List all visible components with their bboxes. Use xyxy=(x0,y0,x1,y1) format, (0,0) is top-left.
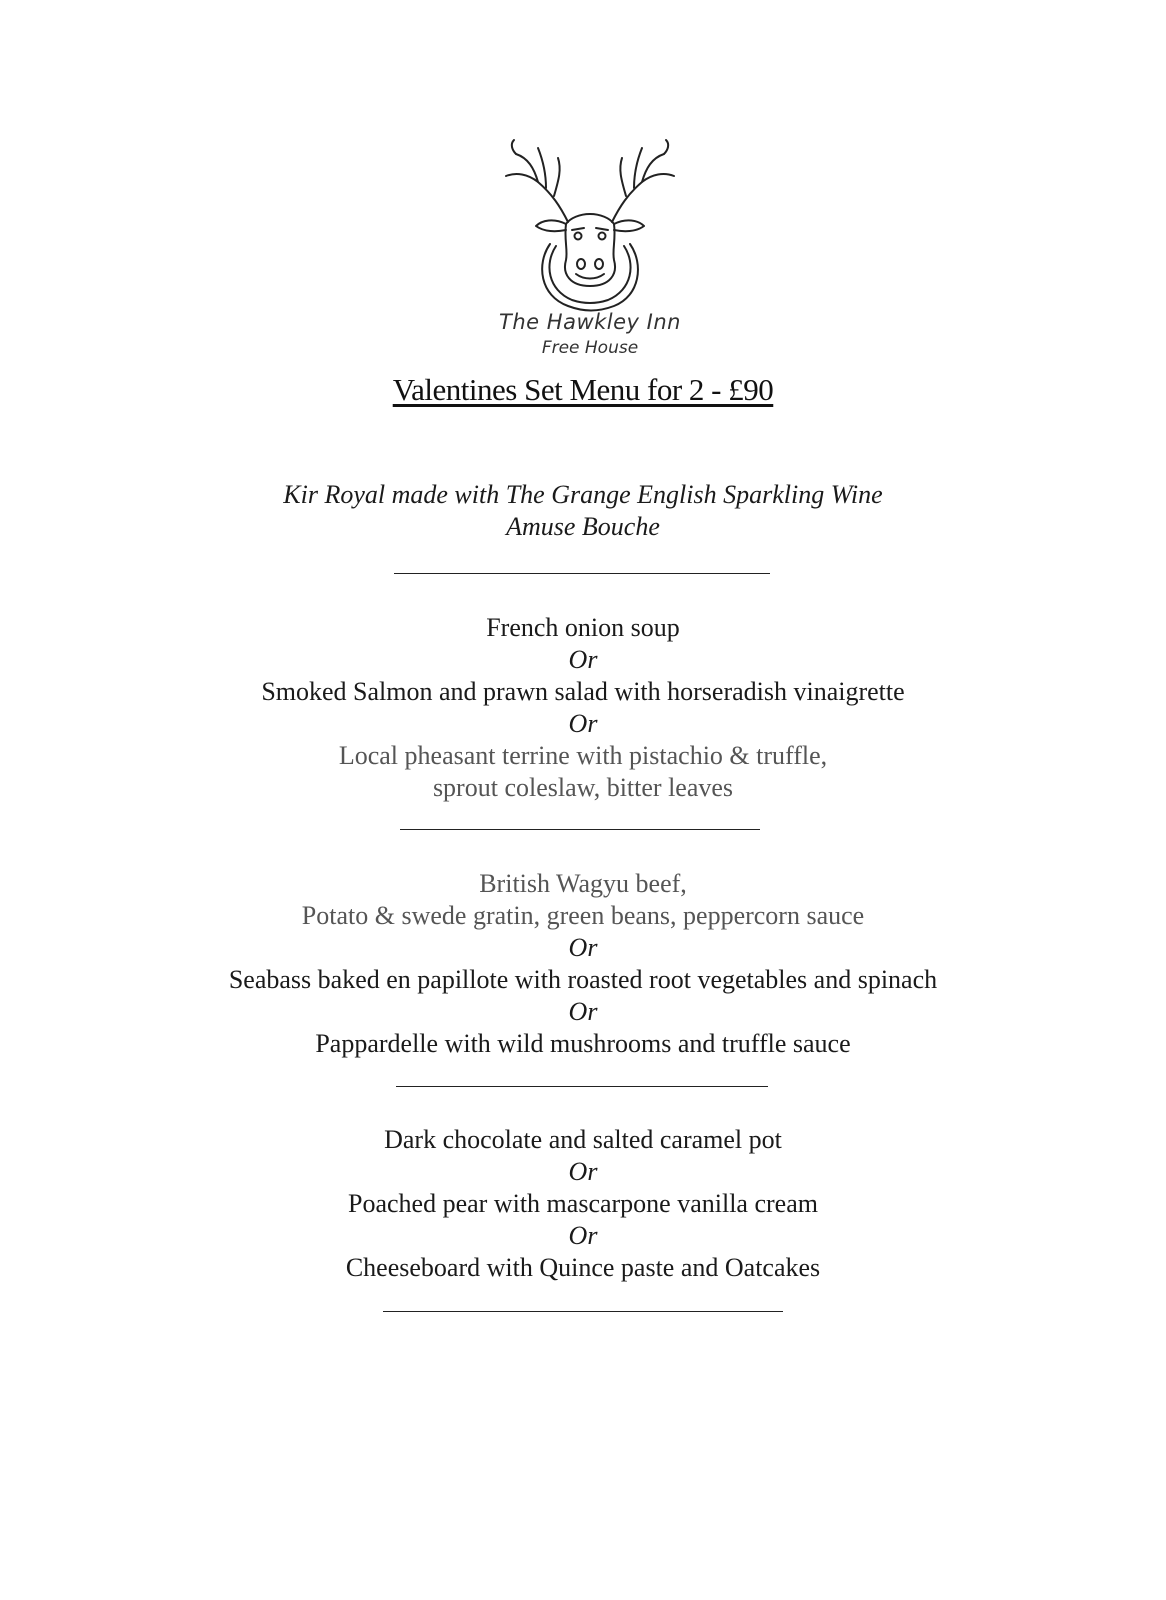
or-separator: Or xyxy=(568,1221,598,1250)
main-option-detail: Potato & swede gratin, green beans, peppercorn sauce xyxy=(301,901,865,930)
logo-subtitle: Free House xyxy=(541,338,639,358)
stag-head-icon xyxy=(480,124,700,314)
dessert-option: Poached pear with mascarpone vanilla cream xyxy=(348,1189,818,1218)
dessert-option: Dark chocolate and salted caramel pot xyxy=(384,1125,782,1154)
or-separator: Or xyxy=(568,1157,598,1186)
starter-option: Smoked Salmon and prawn salad with horseradish vinaigrette xyxy=(261,677,905,706)
or-separator: Or xyxy=(568,709,598,738)
starter-option-detail: sprout coleslaw, bitter leaves xyxy=(432,773,734,802)
aperitif-drink: Kir Royal made with The Grange English Sparkling Wine xyxy=(283,480,883,509)
starter-option: Local pheasant terrine with pistachio & truffle, xyxy=(338,741,828,770)
main-option: Seabass baked en papillote with roasted root vegetables and spinach xyxy=(228,965,938,994)
logo-name: The Hawkley Inn xyxy=(499,310,681,334)
amuse-bouche: Amuse Bouche xyxy=(506,512,660,541)
logo xyxy=(480,124,700,364)
main-option: Pappardelle with wild mushrooms and truffle sauce xyxy=(315,1029,851,1058)
or-separator: Or xyxy=(568,645,598,674)
or-separator: Or xyxy=(568,933,598,962)
divider xyxy=(400,829,760,830)
main-option: British Wagyu beef, xyxy=(479,869,687,898)
divider xyxy=(383,1311,783,1312)
divider xyxy=(396,1086,768,1087)
or-separator: Or xyxy=(568,997,598,1026)
divider xyxy=(394,573,770,574)
menu-title: Valentines Set Menu for 2 - £90 xyxy=(392,372,774,407)
dessert-option: Cheeseboard with Quince paste and Oatcakes xyxy=(345,1253,821,1282)
starter-option: French onion soup xyxy=(486,613,680,642)
